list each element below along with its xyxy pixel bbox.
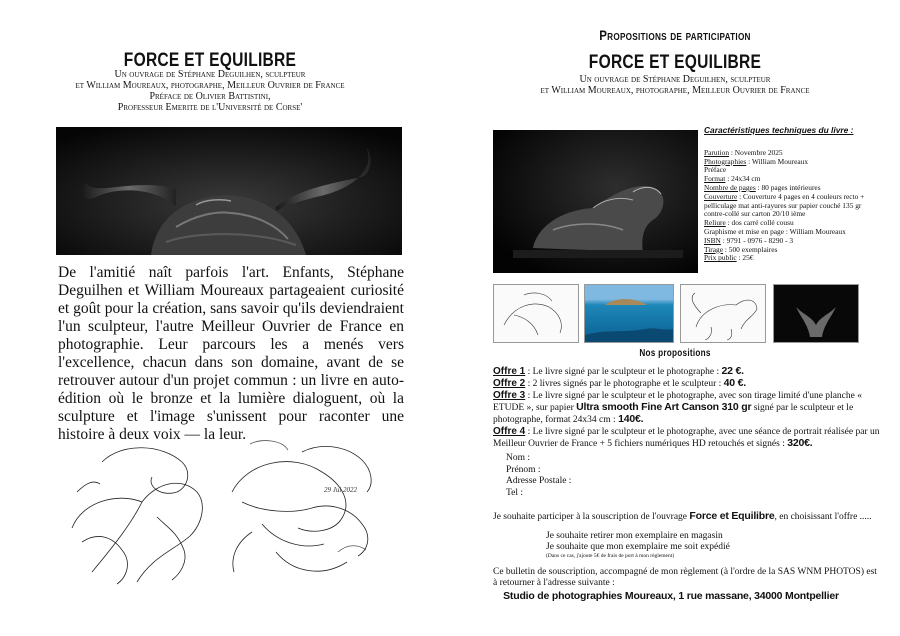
credit-line: Préface de Olivier Battistini, — [149, 91, 271, 102]
left-book-title: FORCE ET EQUILIBRE — [123, 50, 297, 71]
credit-line: et William Moureaux, photographe, Meilleur Ouvrier de France — [75, 80, 345, 91]
right-credits — [480, 74, 870, 96]
spec-item — [704, 193, 874, 219]
spec-label: Prix public — [704, 253, 737, 263]
offers-list — [493, 366, 883, 450]
panther-sculpture-photo — [493, 130, 698, 273]
spec-label: Couverture — [704, 191, 738, 201]
bull-thumbnail — [773, 284, 859, 343]
offer-label: Offre 1 — [493, 366, 526, 377]
spec-label: Photographies — [704, 156, 747, 166]
offer-text: : Le livre signé par le sculpteur et le photographe, avec une séance de portrait réalisée par un Meilleur Ouvrier de France + 5 fichiers numériques HD retouchés et signés : — [493, 427, 880, 449]
offer-text: : 2 livres signés par le photographe et le sculpteur : — [525, 379, 724, 389]
spec-label: Nombre de pages — [704, 182, 756, 192]
sketch-thumbnail — [493, 284, 579, 343]
spec-label: ISBN — [704, 235, 721, 245]
offer-text: : Le livre signé par le sculpteur et le photographe : — [525, 367, 722, 377]
spec-value: : William Moureaux — [746, 156, 809, 166]
spec-value: : 25€ — [736, 253, 754, 263]
offer-item — [493, 378, 883, 390]
offer-price: 320€. — [787, 437, 813, 449]
bulletin-instructions: Ce bulletin de souscription, accompagné de mon règlement (à l'ordre de la SAS WNM PHOTOS) est à retourner à l'adresse suivante : — [493, 567, 877, 588]
delivery-choices — [546, 531, 730, 559]
form-field-firstname[interactable]: Prénom : — [506, 464, 541, 475]
offer-text: signé par le sculpteur et le photographe, format 24x34 cm : — [493, 403, 854, 425]
subscription-form — [506, 453, 571, 499]
spec-value: Graphisme et mise en page : William Moureaux — [704, 226, 846, 236]
offer-text: : Le livre signé par le sculpteur et le photographe, avec son tirage limité d'une planche « ETUDE », sur papier — [493, 391, 862, 413]
subscription-statement — [493, 510, 872, 522]
credit-line: Professeur Emerite de l'Université de Corse' — [117, 102, 303, 113]
form-field-address[interactable]: Adresse Postale : — [506, 476, 572, 486]
spec-label: Format — [704, 174, 726, 184]
spec-value: : 9791 - 0976 - 8290 - 3 — [720, 235, 794, 245]
offer-item — [493, 390, 883, 426]
offer-label: Offre 2 — [493, 378, 526, 389]
spec-label: Reliure — [704, 218, 726, 228]
sketch-date: 29 Jui 2022 — [324, 486, 358, 494]
choice-pickup[interactable]: Je souhaite retirer mon exemplaire en magasin — [546, 531, 723, 541]
statement-text: Je souhaite participer à la souscription de l'ouvrage — [493, 512, 690, 522]
spec-label: Parution — [704, 147, 730, 157]
underwater-thumbnail — [584, 284, 674, 343]
form-field-name[interactable]: Nom : — [506, 453, 531, 463]
offer-label: Offre 3 — [493, 390, 526, 401]
offer-price: 22 €. — [721, 365, 744, 377]
spec-item — [704, 158, 874, 167]
credit-line: et William Moureaux, photographe, Meilleur Ouvrier de France — [540, 85, 810, 96]
credit-line: Un ouvrage de Stéphane Deguilhen, sculpteur — [579, 74, 771, 85]
statement-text: , en choisissant l'offre ..... — [774, 512, 872, 522]
studio-address: Studio de photographies Moureaux, 1 rue massane, 34000 Montpellier — [503, 590, 839, 602]
bull-sculpture-photo — [56, 127, 402, 255]
left-credits — [40, 69, 380, 113]
choice-shipping[interactable]: Je souhaite que mon exemplaire me soit expédié — [546, 542, 730, 552]
lion-sketch-thumbnail — [680, 284, 766, 343]
form-field-phone[interactable]: Tel : — [506, 487, 524, 498]
specs-heading: Caractéristiques techniques du livre : — [704, 125, 854, 135]
offer-price: 140€. — [618, 413, 644, 425]
shipping-note: (Dans ce cas, j'ajoute 5€ de frais de port à mon règlement) — [546, 553, 675, 559]
spec-value: : Novembre 2025 — [729, 147, 783, 157]
spec-value: : 500 exemplaires — [723, 244, 778, 254]
spec-value: : 80 pages intérieures — [755, 182, 821, 192]
offer-item — [493, 426, 883, 450]
technical-specs — [704, 126, 874, 263]
credit-line: Un ouvrage de Stéphane Deguilhen, sculpteur — [114, 69, 306, 80]
spec-value: : 24x34 cm — [725, 174, 761, 184]
offers-heading: Nos propositions — [639, 348, 711, 359]
specs-list — [704, 149, 874, 263]
participation-heading: Propositions de participation — [599, 27, 751, 43]
intro-paragraph: De l'amitié naît parfois l'art. Enfants, Stéphane Deguilhen et William Moureaux partageaient curiosité et goût pour la création, sans savoir qu'ils deviendraient l'un sculpteur, l'autre Meilleur Ouvrier de France en photographie. Leur parcours les a menés vers l'excellence, chacun dans son domaine, avant de se retrouver autour d'un projet commun : un livre en auto-édition où le bronze et la lumière dialoguent, où la sculpture et l'image s'unissent pour raconter une histoire à deux voix — la leur. — [58, 264, 404, 443]
spec-label: Tirage — [704, 244, 724, 254]
spec-value: : Couverture 4 pages en 4 couleurs recto + pelliculage mat anti-rayures sur papier couché 135 gr contre-collé sur carton 20/10 ième — [704, 191, 865, 219]
spec-value: : dos carré collé cousu — [725, 218, 794, 228]
statement-book-title: Force et Equilibre — [689, 510, 775, 522]
right-book-title: FORCE ET EQUILIBRE — [588, 52, 762, 73]
offer-price: 40 €. — [723, 377, 746, 389]
spec-value: Préface — [704, 165, 727, 175]
offer-item — [493, 366, 883, 378]
offer-paper: Ultra smooth Fine Art Canson 310 gr — [576, 401, 752, 413]
spec-item — [704, 254, 874, 263]
offer-label: Offre 4 — [493, 426, 526, 437]
lion-sketches — [62, 432, 394, 592]
